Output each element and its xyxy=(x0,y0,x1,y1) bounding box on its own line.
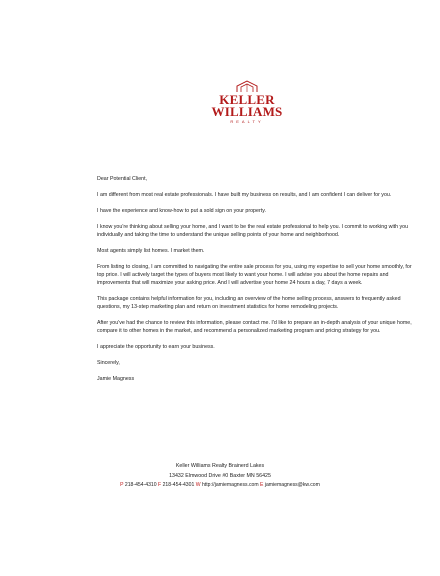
contact-line xyxy=(0,481,440,491)
office-name: Keller Williams Realty Brainerd Lakes xyxy=(175,463,265,469)
paragraph: After you've had the chance to review this information, please contact me. I'd like to prepare an in-depth analysis of your unique home, compare it to other homes in the market, and recommend a personalized marketing program and pricing strategy for you. xyxy=(97,320,412,334)
logo-line-1: KELLER xyxy=(219,92,275,107)
letter-body xyxy=(97,175,417,391)
paragraph: This package contains helpful information for you, including an overview of the home selling process, answers to frequently asked questions, my 13-step marketing plan and return on investment statistics for home remodeling projects. xyxy=(97,296,401,310)
paragraph: I have the experience and know-how to put a sold sign on your property. xyxy=(97,208,266,214)
fax-number: 218-454-4301 xyxy=(162,482,195,488)
website-link[interactable]: http://jamiemagness.com xyxy=(201,482,259,488)
web-key: W xyxy=(195,482,201,488)
paragraph: I am different from most real estate professionals. I have built my business on results, and I am confident I can deliver for you. xyxy=(97,192,392,198)
phone-key: P xyxy=(120,482,124,488)
keller-williams-logo xyxy=(199,80,295,128)
footer xyxy=(0,462,440,491)
paragraph: Most agents simply list homes. I market them. xyxy=(97,248,205,254)
office-address: 13432 Elmwood Drive #0 Baxter MN 56425 xyxy=(169,472,271,479)
email-link[interactable]: jamiemagness@kw.com xyxy=(264,482,320,488)
paragraph: I appreciate the opportunity to earn your business. xyxy=(97,344,215,350)
paragraph: From listing to closing, I am committed to navigating the entire sale process for you, using my expertise to sell your home smoothly, for top price. I will actively target the types of buyers most likely to want your home. I will advise you about the home repairs and improvements that will maximize your asking price. And I will advertise your home 24 hours a day, 7 days a week. xyxy=(97,264,412,286)
fax-key: F xyxy=(158,482,162,488)
salutation: Dear Potential Client, xyxy=(97,176,148,182)
logo-line-3: REALTY xyxy=(230,119,264,124)
phone-number: 218-454-4310 xyxy=(124,482,157,488)
paragraph: I know you're thinking about selling your home, and I want to be the real estate professional to help you. I commit to working with you individually and taking the time to understand the unique selling points of your home and neighborhood. xyxy=(97,224,409,238)
signature: Jamie Magness xyxy=(97,376,135,382)
logo-line-2: WILLIAMS xyxy=(211,104,283,119)
closing: Sincerely, xyxy=(97,360,120,366)
email-key: E xyxy=(260,482,264,488)
